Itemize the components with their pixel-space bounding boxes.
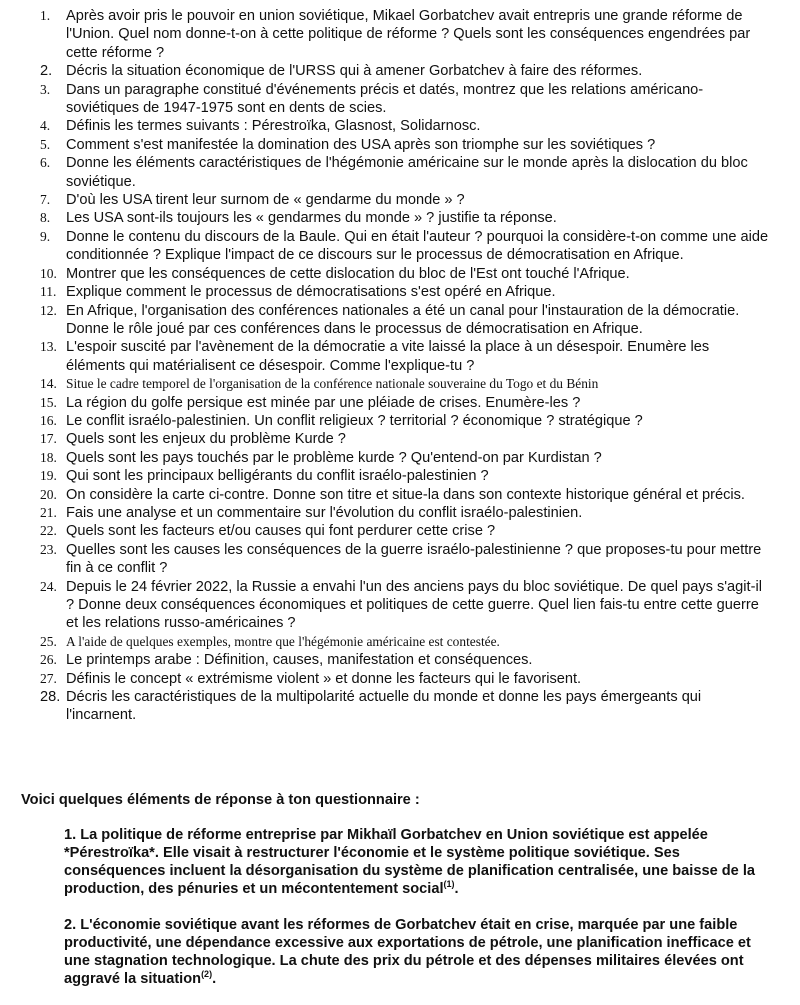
question-text: Donne le contenu du discours de la Baule. Qui en était l'auteur ? pourquoi la considère-t-on comme une aide conditionnée ? Explique l'impact de ce discours sur le processus de démocratisation en Afrique. bbox=[66, 228, 769, 264]
question-text: Quels sont les enjeux du problème Kurde ? bbox=[66, 431, 346, 448]
question-text: Montrer que les conséquences de cette dislocation du bloc de l'Est ont touché l'Afrique. bbox=[66, 265, 630, 282]
question-number: 15. bbox=[40, 394, 57, 410]
question-item bbox=[0, 504, 800, 522]
question-number: 20. bbox=[40, 486, 57, 502]
answer-end: . bbox=[212, 971, 217, 987]
answer-text: 1. La politique de réforme entreprise par Mikhaïl Gorbatchev en Union soviétique est appelée *Pérestroïka*. Elle visait à restructurer l'économie et le système politique soviétique. Ses conséquences incluent la désorganisation du système de planification centralisée, une baisse de la production, des pénuries et un mécontentement social bbox=[64, 827, 755, 897]
question-number: 21. bbox=[40, 504, 57, 520]
question-item bbox=[0, 283, 800, 301]
question-item bbox=[0, 541, 800, 578]
question-text: Le printemps arabe : Définition, causes, manifestation et conséquences. bbox=[66, 652, 533, 669]
question-item bbox=[0, 430, 800, 448]
question-number: 2. bbox=[40, 63, 53, 80]
question-text: Les USA sont-ils toujours les « gendarmes du monde » ? justifie ta réponse. bbox=[66, 210, 557, 227]
question-number: 12. bbox=[40, 302, 57, 318]
question-text: Explique comment le processus de démocratisations s'est opéré en Afrique. bbox=[66, 284, 556, 301]
question-number: 11. bbox=[40, 284, 57, 300]
question-text: Quelles sont les causes les conséquences de la guerre israélo-palestinienne ? que proposes-tu pour mettre fin à ce conflit ? bbox=[66, 541, 762, 577]
question-item bbox=[0, 688, 800, 725]
answer-paragraph bbox=[64, 916, 776, 988]
question-number: 13. bbox=[40, 339, 57, 355]
question-text: Définis le concept « extrémisme violent » et donne les facteurs qui le favorisent. bbox=[66, 670, 582, 687]
question-item bbox=[0, 191, 800, 209]
answers-heading: Voici quelques éléments de réponse à ton questionnaire : bbox=[21, 792, 420, 808]
question-number: 22. bbox=[40, 523, 57, 539]
question-item bbox=[0, 412, 800, 430]
question-number: 18. bbox=[40, 449, 57, 465]
question-number: 24. bbox=[40, 578, 57, 594]
question-item bbox=[0, 228, 800, 265]
question-number: 23. bbox=[40, 541, 57, 557]
question-text: Quels sont les facteurs et/ou causes qui font perdurer cette crise ? bbox=[66, 523, 496, 540]
question-text: Décris la situation économique de l'URSS qui à amener Gorbatchev à faire des réformes. bbox=[66, 63, 643, 80]
question-number: 14. bbox=[40, 376, 57, 392]
footnote-ref: (1) bbox=[443, 879, 455, 890]
answer-paragraph bbox=[64, 826, 776, 898]
question-item bbox=[0, 486, 800, 504]
question-text: Le conflit israélo-palestinien. Un conflit religieux ? territorial ? économique ? stratégique ? bbox=[66, 412, 643, 429]
question-item bbox=[0, 154, 800, 191]
question-number: 7. bbox=[40, 192, 51, 208]
question-item bbox=[0, 522, 800, 540]
question-number: 6. bbox=[40, 155, 51, 171]
question-item bbox=[0, 338, 800, 375]
question-item bbox=[0, 633, 800, 651]
question-item bbox=[0, 265, 800, 283]
question-text: Dans un paragraphe constitué d'événements précis et datés, montrez que les relations américano-soviétiques de 1947-1975 sont en dents de scies. bbox=[66, 81, 704, 117]
answer-end: . bbox=[454, 881, 459, 897]
question-number: 3. bbox=[40, 81, 51, 97]
question-item bbox=[0, 117, 800, 135]
question-number: 17. bbox=[40, 431, 57, 447]
question-text: La région du golfe persique est minée par une pléiade de crises. Enumère-les ? bbox=[66, 394, 581, 411]
question-number: 1. bbox=[40, 8, 51, 23]
question-text: L'espoir suscité par l'avènement de la démocratie a vite laissé la place à un désespoir. Enumère les éléments qui matérialisent ce désespoir. Comme l'explique-tu ? bbox=[66, 339, 710, 374]
question-number: 26. bbox=[40, 652, 57, 668]
question-item bbox=[0, 7, 800, 62]
question-number: 4. bbox=[40, 118, 51, 134]
question-item bbox=[0, 136, 800, 154]
question-number: 19. bbox=[40, 468, 57, 484]
question-text: Situe le cadre temporel de l'organisation de la conférence nationale souveraine du Togo et du Bénin bbox=[66, 376, 599, 392]
question-number: 25. bbox=[40, 633, 57, 649]
question-text: Décris les caractéristiques de la multipolarité actuelle du monde et donne les pays émergeants qui l'incarnent. bbox=[66, 689, 702, 724]
question-text: Depuis le 24 février 2022, la Russie a envahi l'un des anciens pays du bloc soviétique. De quel pays s'agit-il ? Donne deux conséquences économiques et politiques de cette guerre. Quel lien fais-tu entre cette guerre et les relations russo-américaines ? bbox=[66, 578, 762, 632]
question-item bbox=[0, 302, 800, 339]
question-text: A l'aide de quelques exemples, montre que l'hégémonie américaine est contestée. bbox=[66, 633, 500, 649]
question-item bbox=[0, 375, 800, 393]
question-number: 5. bbox=[40, 136, 51, 152]
question-item bbox=[0, 449, 800, 467]
question-item bbox=[0, 670, 800, 688]
question-item bbox=[0, 81, 800, 118]
question-text: Quels sont les pays touchés par le problème kurde ? Qu'entend-on par Kurdistan ? bbox=[66, 449, 602, 466]
question-text: En Afrique, l'organisation des conférences nationales a été un canal pour l'instauration de la démocratie. Donne le rôle joué par ces conférences dans le processus de démocratisation en Afrique. bbox=[66, 302, 740, 337]
question-text: Après avoir pris le pouvoir en union soviétique, Mikael Gorbatchev avait entrepris une grande réforme de l'Union. Quel nom donne-t-on à cette politique de réforme ? Quels sont les conséquences engendrées par cette réforme ? bbox=[66, 8, 751, 61]
question-text: Qui sont les principaux belligérants du conflit israélo-palestinien ? bbox=[66, 468, 489, 485]
question-list bbox=[0, 7, 800, 725]
question-number: 28. bbox=[40, 689, 61, 706]
question-text: Donne les éléments caractéristiques de l'hégémonie américaine sur le monde après la dislocation du bloc soviétique. bbox=[66, 155, 748, 190]
question-number: 8. bbox=[40, 210, 51, 226]
question-item bbox=[0, 467, 800, 485]
question-item bbox=[0, 394, 800, 412]
question-item bbox=[0, 209, 800, 227]
question-number: 9. bbox=[40, 228, 51, 244]
question-text: Fais une analyse et un commentaire sur l'évolution du conflit israélo-palestinien. bbox=[66, 504, 583, 521]
question-item bbox=[0, 578, 800, 633]
question-text: On considère la carte ci-contre. Donne son titre et situe-la dans son contexte historique général et précis. bbox=[66, 486, 745, 503]
answer-text: 2. L'économie soviétique avant les réformes de Gorbatchev était en crise, marquée par une faible productivité, une dépendance excessive aux exportations de pétrole, une planification inefficace et une stagnation technologique. La chute des prix du pétrole et des dépenses militaires élevées ont aggravé la situation bbox=[64, 917, 751, 987]
question-number: 27. bbox=[40, 670, 57, 686]
question-text: Comment s'est manifestée la domination des USA après son triomphe sur les soviétiques ? bbox=[66, 136, 656, 153]
question-text: Définis les termes suivants : Pérestroïka, Glasnost, Solidarnosc. bbox=[66, 118, 481, 135]
question-number: 16. bbox=[40, 412, 57, 428]
question-text: D'où les USA tirent leur surnom de « gendarme du monde » ? bbox=[66, 192, 465, 209]
question-item bbox=[0, 62, 800, 80]
question-item bbox=[0, 651, 800, 669]
footnote-ref: (2) bbox=[201, 969, 213, 980]
question-number: 10. bbox=[40, 265, 57, 281]
